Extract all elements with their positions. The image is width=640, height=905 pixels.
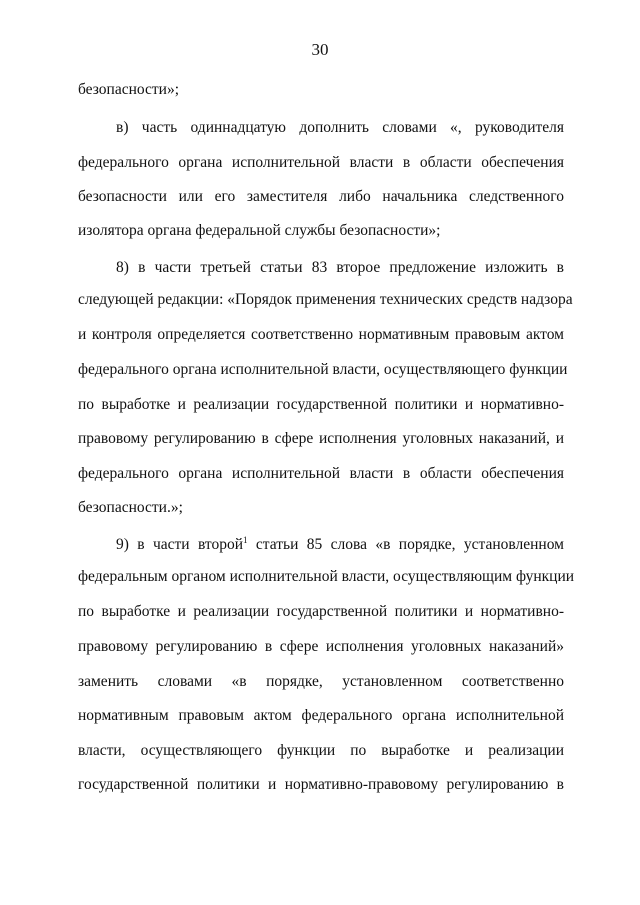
text-line-3: федерального органа исполнительной власти в области обеспечения — [78, 154, 564, 171]
text-line-20: власти, осуществляющего функции по выработке и реализации — [78, 742, 564, 759]
text-line-2: в) часть одиннадцатую дополнить словами «, руководителя — [116, 119, 564, 136]
text-line-14 — [116, 535, 564, 555]
text-line-8: и контроля определяется соответственно нормативным правовым актом — [78, 326, 564, 343]
text-line-14-end: статьи 85 слова «в порядке, установленном — [247, 536, 564, 553]
text-line-16: по выработке и реализации государственной политики и нормативно- — [78, 603, 564, 620]
text-line-15: федеральным органом исполнительной власти, осуществляющим функции — [78, 568, 575, 585]
superscript-mark: 1 — [243, 534, 248, 545]
text-line-6: 8) в части третьей статьи 83 второе предложение изложить в — [116, 259, 564, 276]
text-line-11: правовому регулированию в сфере исполнения уголовных наказаний, и — [78, 430, 564, 447]
text-line-13: безопасности.»; — [78, 499, 183, 516]
text-line-10: по выработке и реализации государственной политики и нормативно- — [78, 396, 564, 413]
text-line-4: безопасности или его заместителя либо начальника следственного — [78, 188, 564, 205]
text-line-7: следующей редакции: «Порядок применения технических средств надзора — [78, 291, 573, 308]
text-line-17: правовому регулированию в сфере исполнения уголовных наказаний» — [78, 638, 564, 655]
text-line-14-start: 9) в части второй — [116, 536, 244, 553]
text-line-21: государственной политики и нормативно-правовому регулированию в — [78, 776, 564, 793]
text-line-18: заменить словами «в порядке, установленном соответственно — [78, 673, 564, 690]
text-line-9: федерального органа исполнительной власти, осуществляющего функции — [78, 361, 568, 378]
text-line-12: федерального органа исполнительной власти в области обеспечения — [78, 465, 564, 482]
text-line-5: изолятора органа федеральной службы безопасности»; — [78, 222, 441, 239]
text-line-1: безопасности»; — [78, 81, 180, 98]
page-number: 30 — [311, 40, 329, 59]
text-line-19: нормативным правовым актом федерального органа исполнительной — [78, 707, 564, 724]
